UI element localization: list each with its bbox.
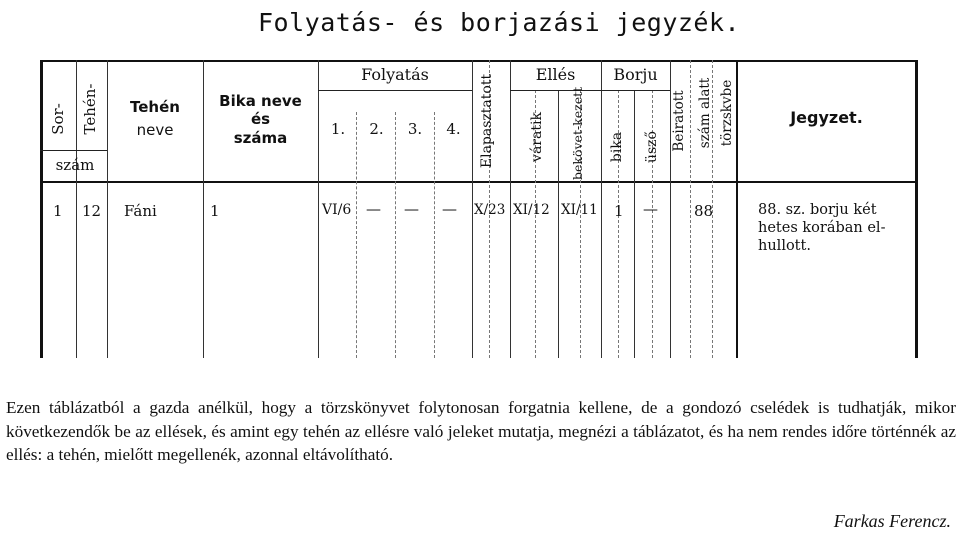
row-varatik: XI/12 [513,202,550,218]
col-line [318,60,319,358]
col-line [472,60,473,358]
header-sor: Sor- [49,103,67,135]
row-tehen-szam: 12 [82,202,102,220]
row-folyatas-4: — [442,200,457,218]
header-elles: Ellés [535,64,576,84]
row-jegyzet-line3: hullott. [758,238,811,254]
row-jegyzet-line2: hetes korában el- [758,220,886,236]
header-bottom-line [40,181,918,183]
row-sor: 1 [53,202,63,220]
row-tehen-neve: Fáni [124,202,157,220]
header-bika [203,88,318,152]
signature: Farkas Ferencz. [833,511,951,531]
row-bekovetkezett: XI/11 [561,202,598,218]
header-szam-alatt: szám alatt [697,77,713,149]
row-borju-bika: 1 [614,202,624,220]
col-line [601,60,602,358]
row-jegyzet [758,201,918,255]
row-jegyzet-line1: 88. sz. borju két [758,202,877,218]
header-elapasztatott: Elapasztatott [479,73,495,169]
table-top-border [40,60,918,62]
body-paragraph: Ezen táblázatból a gazda anélkül, hogy a törzskönyvet folytonosan forgatnia kellene, de a gondozó cselédek is tudhatják, mikor következendők be az ellések, és amint egy tehén az ellésre való jeleket mutatja, megnézi a táblázatot, és ha nem rendes időre történnék az ellés: a tehén, mielőtt megellenék, azonnal eltávolítható. [6,398,956,464]
table-left-border [40,60,43,358]
header-varatik: váratik [529,112,545,162]
row-beiratott: 88 [694,202,714,220]
header-uszo: üsző [644,131,660,164]
header-folyatas-3: 3. [407,120,423,139]
header-bika-line1: Bika neve [219,92,302,111]
header-tehen-neve [107,92,203,146]
header-tehen-neve-line2: neve [136,121,174,139]
row-folyatas-1: VI/6 [322,202,352,218]
col-dash [356,112,357,358]
header-folyatas-2: 2. [369,120,384,139]
col-line [510,60,511,358]
header-bika-line3: száma [233,128,288,147]
header-borju: Borju [613,64,658,84]
header-jegyzet: Jegyzet. [790,107,863,127]
folyatas-subline [318,90,472,91]
col-line [634,90,635,358]
header-folyatas-4: 4. [446,120,461,139]
row-borju-uszo: — [643,200,658,218]
header-torzskvbe: törzskvbe [719,79,735,147]
borju-subline [601,90,670,91]
row-folyatas-3: — [404,200,419,218]
col-dash [434,112,435,358]
header-bika-col: bika [609,131,625,163]
header-tehen-short: Tehén- [81,83,99,135]
header-folyatas: Folyatás [361,64,429,84]
col-dash [395,112,396,358]
col-line [558,90,559,358]
row-bika: 1 [210,202,220,220]
header-szam: szám [55,156,95,175]
header-bekovetkezett: bekövet-kezett [570,86,585,180]
page-title: Folyatás- és borjazási jegyzék. [258,8,741,37]
header-bika-line2: és [250,110,271,129]
row-folyatas-2: — [366,200,381,218]
row-elapasztatott: X/23 [474,202,506,218]
header-tehen-neve-line1: Tehén [130,97,180,116]
col-dash [690,60,691,358]
header-folyatas-1: 1. [330,120,346,139]
header-beiratott: Beiratott [671,90,687,152]
col-line [76,60,77,358]
